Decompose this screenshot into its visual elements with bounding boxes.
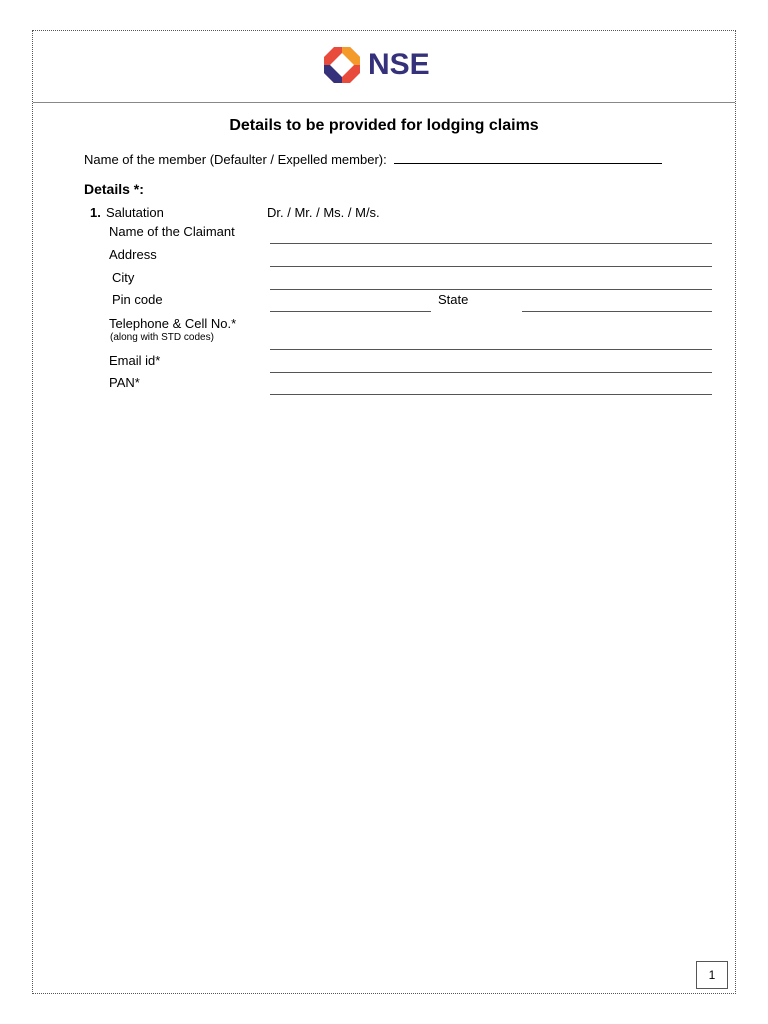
address-field[interactable]: [270, 266, 712, 267]
member-name-blank[interactable]: [394, 152, 662, 164]
logo-text: NSE: [368, 48, 430, 81]
pan-field[interactable]: [270, 394, 712, 395]
nse-logo-icon: [322, 45, 362, 85]
header-divider: [33, 102, 735, 103]
details-heading: Details *:: [84, 181, 144, 197]
claimant-name-label: Name of the Claimant: [109, 224, 235, 239]
item-number: 1.: [90, 205, 101, 220]
city-field[interactable]: [270, 289, 712, 290]
email-field[interactable]: [270, 372, 712, 373]
city-label: City: [112, 270, 135, 285]
nse-logo: [322, 45, 430, 85]
member-name-label: Name of the member (Defaulter / Expelled member):: [84, 152, 387, 167]
page-number: 1: [696, 961, 728, 989]
member-name-row: [84, 152, 662, 167]
telephone-note: (along with STD codes): [110, 332, 214, 343]
page-frame: [32, 30, 736, 994]
email-label: Email id*: [109, 353, 161, 368]
salutation-label: Salutation: [106, 205, 164, 220]
claimant-name-field[interactable]: [270, 243, 712, 244]
state-field[interactable]: [522, 311, 712, 312]
pin-code-field[interactable]: [270, 311, 431, 312]
pan-label: PAN*: [109, 375, 140, 390]
telephone-field[interactable]: [270, 349, 712, 350]
address-label: Address: [109, 247, 157, 262]
telephone-label: Telephone & Cell No.*: [109, 316, 237, 331]
salutation-options[interactable]: Dr. / Mr. / Ms. / M/s.: [267, 205, 380, 220]
pin-code-label: Pin code: [112, 292, 163, 307]
state-label: State: [438, 292, 469, 307]
form-title: Details to be provided for lodging claims: [229, 117, 539, 134]
